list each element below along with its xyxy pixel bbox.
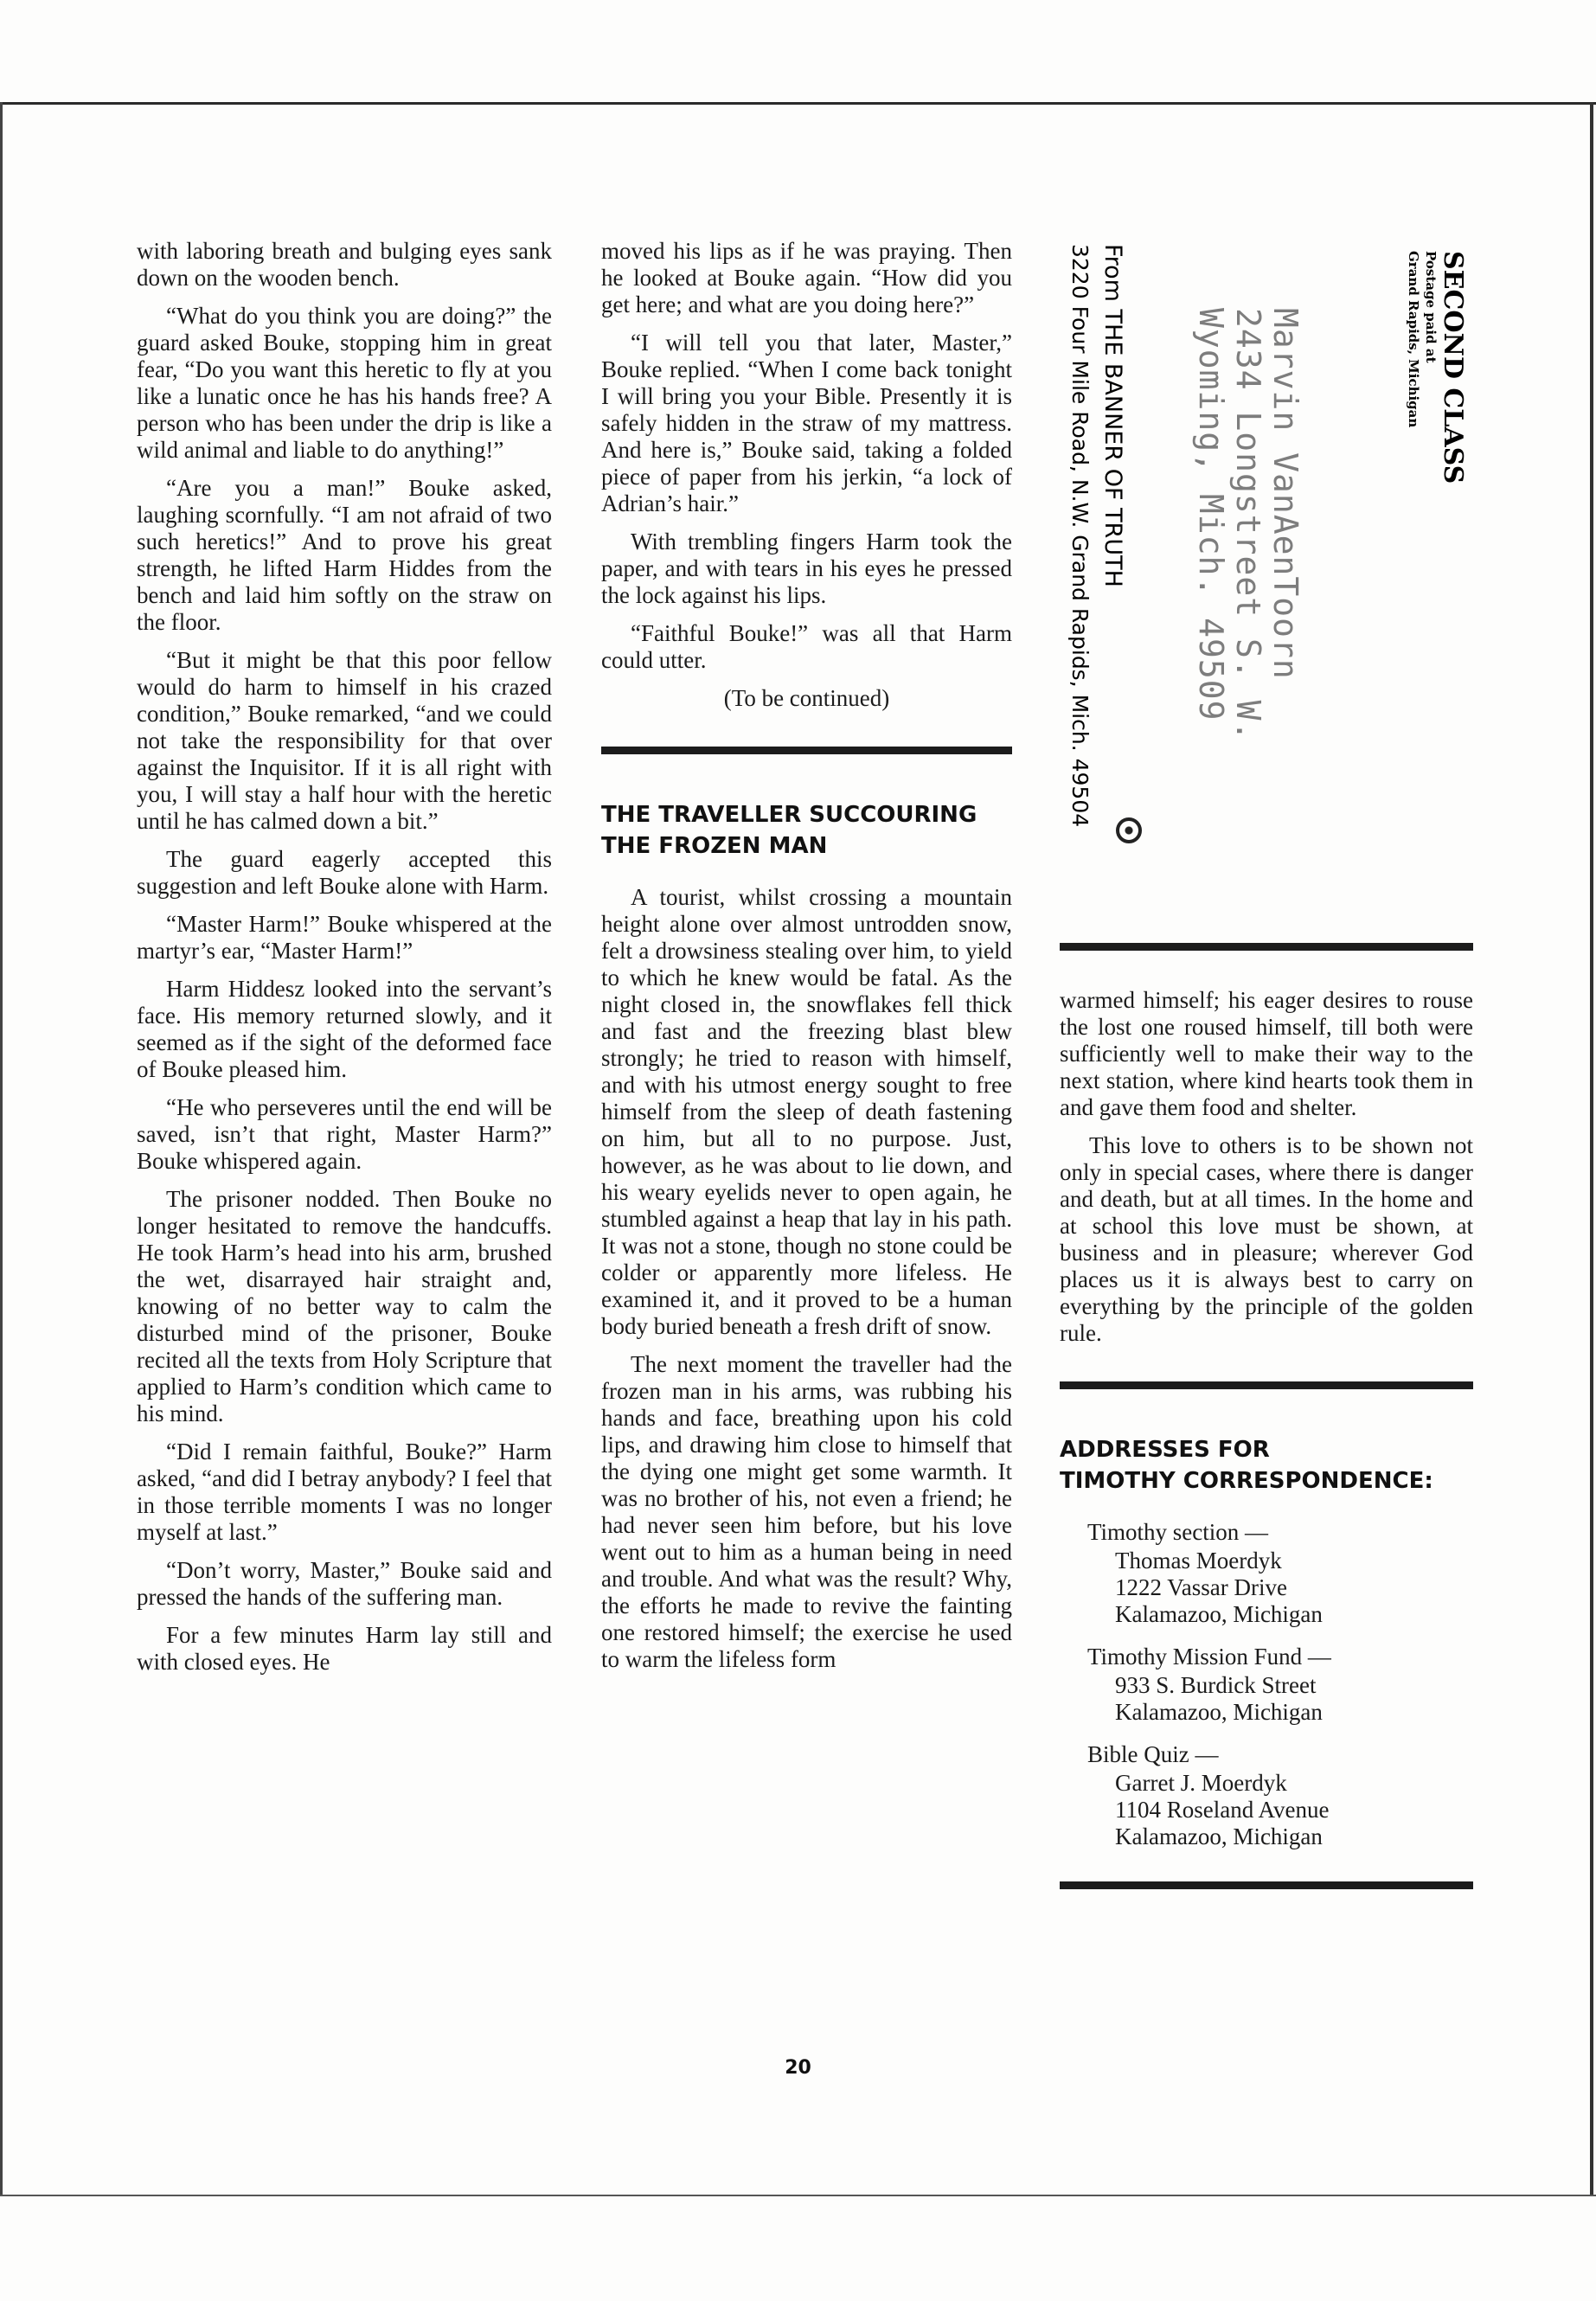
story-paragraph: For a few minutes Harm lay still and with closed eyes. He: [137, 1622, 552, 1675]
address-block: [1060, 1519, 1473, 1628]
section-divider: [1060, 1381, 1473, 1389]
union-bug-icon: [1116, 817, 1142, 843]
address-line: 1222 Vassar Drive: [1115, 1574, 1287, 1600]
return-address-line: 3220 Four Mile Road, N.W. Grand Rapids, Mich. 49504: [1067, 244, 1093, 828]
story-paragraph: “He who perseveres until the end will be saved, isn’t that right, Master Harm?” Bouke whispered again.: [137, 1094, 552, 1174]
address-line: 1104 Roseland Avenue: [1115, 1797, 1330, 1823]
page-top-edge: [0, 102, 1596, 105]
story-paragraph: “I will tell you that later, Master,” Bouke replied. “When I come back tonight I will bring you your Bible. Presently it is safely hidden in the straw of my mattress. And here is,” Bouke said, taking a folded piece of paper from his jerkin, “a lock of Adrian’s hair.”: [601, 330, 1012, 516]
postage-paid-label: Postage paid at: [1423, 251, 1439, 363]
story-paragraph: “Are you a man!” Bouke asked, laughing scornfully. “I am not afraid of two such heretics!” And to prove his great strength, he lifted Harm Hiddes from the bench and laid him softly on the straw on the floor.: [137, 475, 552, 635]
story-paragraph: The guard eagerly accepted this suggestion and left Bouke alone with Harm.: [137, 846, 552, 899]
story-paragraph: with laboring breath and bulging eyes sank down on the wooden bench.: [137, 238, 552, 291]
page-bottom-edge: [0, 2195, 1596, 2196]
address-block: [1060, 1741, 1473, 1850]
article-column-right: [1060, 943, 1473, 1889]
article-paragraph: This love to others is to be shown not only in special cases, where there is danger and death, but at all times. In the home and at school this love must be shown, at business and in pleasure; wherever God places us it is always best to carry on everything by the principle of the golden rule.: [1060, 1132, 1473, 1346]
addresses-heading-line: ADDRESSES FOR: [1060, 1437, 1270, 1463]
story-paragraph: “What do you think you are doing?” the guard asked Bouke, stopping him in great fear, “Do you want this heretic to fly at you like a lunatic once he has his hands free? A person who has been under the drip is like a wild animal and liable to do anything!”: [137, 303, 552, 463]
address-line: Thomas Moerdyk: [1115, 1548, 1282, 1574]
address-label: Bible Quiz —: [1087, 1741, 1219, 1767]
address-line: Garret J. Moerdyk: [1115, 1770, 1287, 1796]
story-paragraph: The prisoner nodded. Then Bouke no longer hesitated to remove the handcuffs. He took Harm’s head into his arm, brushed the wet, disarrayed hair straight and, knowing of no better way to calm the disturbed mind of the prisoner, Bouke recited all the texts from Holy Scripture that applied to Harm’s condition which came to his mind.: [137, 1186, 552, 1426]
story-paragraph: Harm Hiddesz looked into the servant’s face. His memory returned slowly, and it seemed as if the sight of the deformed face of Bouke pleased him.: [137, 976, 552, 1082]
section-divider: [1060, 1881, 1473, 1889]
story-paragraph: moved his lips as if he was praying. Then he looked at Bouke again. “How did you get here; and what are you doing here?”: [601, 238, 1012, 317]
story-paragraph: “But it might be that this poor fellow would do harm to himself in his crazed condition,” Bouke remarked, “and we could not take the responsibility for that over against the Inquisitor. If it is all right with you, I will stay a half hour with the heretic until he has calmed down a bit.”: [137, 647, 552, 834]
addresses-heading: [1060, 1434, 1473, 1497]
story-column-middle: [601, 238, 1012, 1684]
continued-note: (To be continued): [723, 685, 890, 711]
article-paragraph: The next moment the traveller had the frozen man in his arms, was rubbing his hands and face, breathing upon his cold lips, and drawing him close to himself that the dying one might get some warmth. It was no brother of his, not even a friend; he had never seen him before, but his love went out to him as a human being in need and trouble. And what was the result? Why, the efforts he made to revive the fainting one restored himself; the exercise he used to warm the lifeless form: [601, 1351, 1012, 1672]
page-left-edge: [0, 102, 3, 2195]
page-number: 20: [785, 2057, 811, 2079]
postage-city-label: Grand Rapids, Michigan: [1406, 251, 1421, 428]
addresses-heading-line: TIMOTHY CORRESPONDENCE:: [1060, 1468, 1433, 1494]
section-divider: [601, 747, 1012, 754]
recipient-street: 2434 Longstreet S. W.: [1229, 308, 1267, 742]
address-line: 933 S. Burdick Street: [1115, 1672, 1317, 1698]
article-heading-line: THE TRAVELLER SUCCOURING: [601, 802, 977, 828]
story-paragraph: “Don’t worry, Master,” Bouke said and pressed the hands of the suffering man.: [137, 1557, 552, 1610]
article-paragraph: A tourist, whilst crossing a mountain height alone over almost untrodden snow, felt a drowsiness stealing over him, to yield to which he knew would be fatal. As the night closed in, the snowflakes fell thick and fast and the freezing blast blew strongly; he tried to reason with himself, and with his utmost energy sought to free himself from the sleep of death fastening on him, but all to no purpose. Just, however, as he was about to lie down, and his weary eyelids never to open again, he stumbled against a heap that lay in his path. It was not a stone, though no stone could be colder or apparently more lifeless. He examined it, and it proved to be a human body buried beneath a fresh drift of snow.: [601, 884, 1012, 1339]
address-label: Timothy section —: [1087, 1519, 1269, 1545]
story-paragraph: “Did I remain faithful, Bouke?” Harm asked, “and did I betray anybody? I feel that in those terrible moments I was no longer myself at last.”: [137, 1439, 552, 1545]
recipient-name: Marvin VanAenToorn: [1266, 308, 1304, 680]
story-paragraph: “Master Harm!” Bouke whispered at the martyr’s ear, “Master Harm!”: [137, 911, 552, 964]
story-column-left: [137, 238, 552, 1687]
second-class-label: SECOND CLASS: [1438, 251, 1468, 484]
address-block: [1060, 1644, 1473, 1726]
page-right-edge: [1590, 102, 1593, 2195]
article-paragraph: warmed himself; his eager desires to rouse the lost one roused himself, till both were sufficiently well to make their way to the next station, where kind hearts took them in and gave them food and shelter.: [1060, 987, 1473, 1120]
address-line: Kalamazoo, Michigan: [1115, 1823, 1323, 1849]
address-line: Kalamazoo, Michigan: [1115, 1601, 1323, 1627]
story-paragraph: With trembling fingers Harm took the paper, and with tears in his eyes he pressed the lock against his lips.: [601, 529, 1012, 608]
return-from-line: From THE BANNER OF TRUTH: [1099, 244, 1126, 587]
story-paragraph: “Faithful Bouke!” was all that Harm could utter.: [601, 620, 1012, 673]
section-divider: [1060, 943, 1473, 951]
article-heading-line: THE FROZEN MAN: [601, 833, 828, 859]
article-heading: [601, 799, 1012, 862]
address-label: Timothy Mission Fund —: [1087, 1644, 1331, 1670]
recipient-city: Wyoming, Mich. 49509: [1192, 308, 1230, 721]
address-line: Kalamazoo, Michigan: [1115, 1699, 1323, 1725]
